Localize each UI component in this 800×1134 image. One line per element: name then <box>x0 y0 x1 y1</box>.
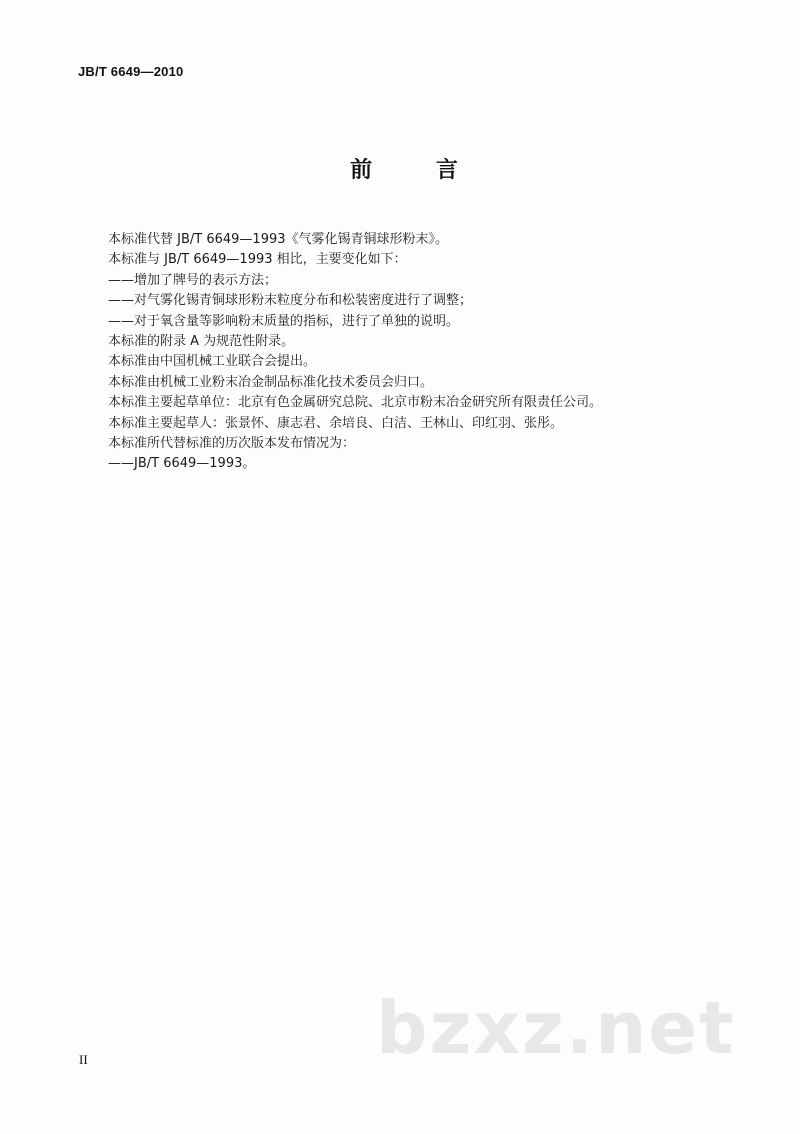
previous-edition-item: ——JB/T 6649—1993。 <box>108 456 256 472</box>
foreword-body <box>108 230 728 475</box>
page-title: 前 言 <box>350 158 486 183</box>
paragraph-drafters: 本标准主要起草人：张景怀、康志君、余培良、白洁、王林山、印红羽、张彤。 <box>108 415 564 431</box>
change-item-particle-size: ——对气雾化锡青铜球形粉末粒度分布和松装密度进行了调整； <box>108 293 473 309</box>
paragraph-replaces: 本标准代替 JB/T 6649—1993《气雾化锡青铜球形粉末》。 <box>108 232 449 247</box>
paragraph-main-changes: 本标准与 JB/T 6649—1993 相比，主要变化如下： <box>108 252 407 268</box>
standard-code-header: JB/T 6649—2010 <box>78 64 184 79</box>
page-number: II <box>79 1052 88 1067</box>
change-item-oxygen-content: ——对于氧含量等影响粉末质量的指标，进行了单独的说明。 <box>108 313 460 329</box>
paragraph-proposed-by: 本标准由中国机械工业联合会提出。 <box>108 354 317 370</box>
paragraph-previous-editions: 本标准所代替标准的历次版本发布情况为： <box>108 435 356 451</box>
paragraph-drafting-units: 本标准主要起草单位：北京有色金属研究总院、北京市粉末冶金研究所有限责任公司。 <box>108 395 603 411</box>
change-item-grade-notation: ——增加了牌号的表示方法； <box>108 272 278 288</box>
watermark-logo: bzxz.net <box>376 986 736 1070</box>
paragraph-administered-by: 本标准由机械工业粉末冶金制品标准化技术委员会归口。 <box>108 374 434 390</box>
paragraph-appendix: 本标准的附录 A 为规范性附录。 <box>108 333 295 349</box>
